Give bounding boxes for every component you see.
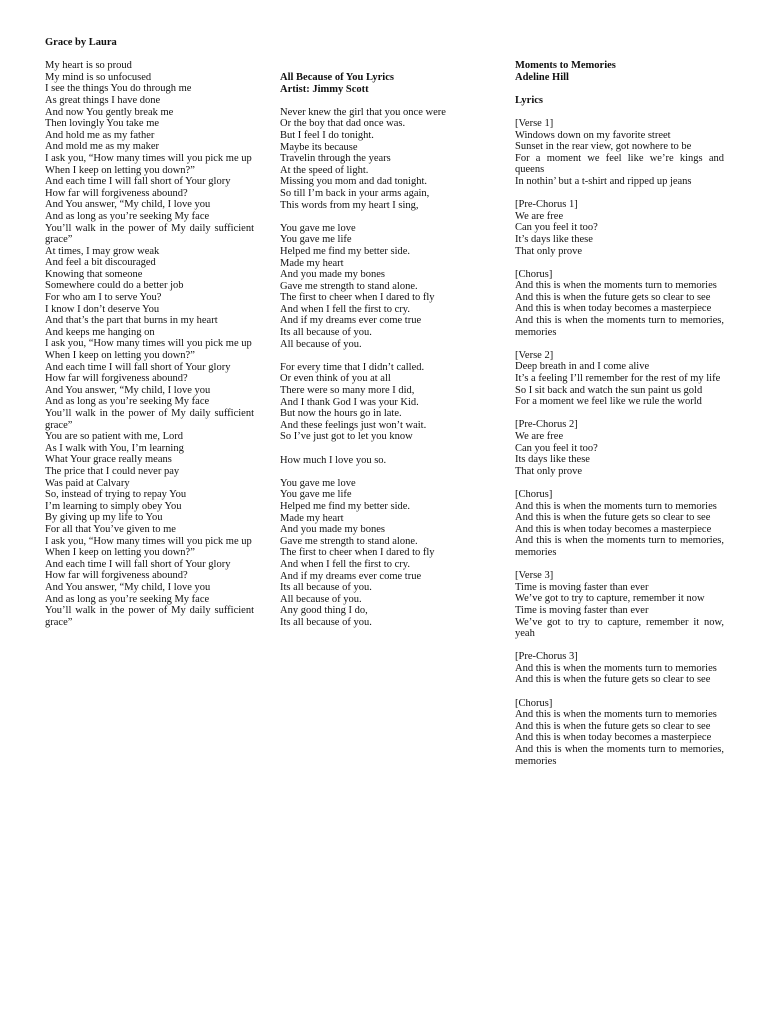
column-grace [45,37,254,628]
lyric-line: All because of you. [280,593,362,605]
lyric-line: I ask you, “How many times will you pick me up [45,152,252,164]
lyric-line: Can you feel it too? [515,442,598,454]
lyric-line: We’ve got to try to capture, remember it now, yeah [515,616,724,640]
lyric-line: And You answer, “My child, I love you [45,199,211,211]
lyric-line: I know I don’t deserve You [45,303,160,315]
lyric-line: Its all because of you. [280,616,372,628]
lyric-line: That only prove [515,245,583,257]
lyric-line: And when I fell the first to cry. [280,558,410,570]
stanza [515,199,724,257]
lyric-line: Time is moving faster than ever [515,604,649,616]
lyric-line: And these feelings just won’t wait. [280,419,427,431]
stanza [515,350,724,408]
lyric-line: So I sit back and watch the sun paint us gold [515,384,703,396]
lyric-line: Somewhere could do a better job [45,280,184,292]
lyric-line: You’ll walk in the power of My daily sufficient grace” [45,408,254,431]
lyric-line: We’ve got to try to capture, remember it now [515,593,705,605]
lyric-line: [Chorus] [515,268,553,280]
lyric-line: When I keep on letting you down?” [45,547,195,559]
stanza-gap [280,466,480,478]
lyric-line: And if my dreams ever come true [280,315,422,327]
lyric-line: Maybe its because [280,141,358,153]
lyric-line: I’m learning to simply obey You [45,500,182,512]
lyric-line: We are free [515,210,564,222]
lyric-line: It’s days like these [515,233,593,245]
lyric-line: And as long as you’re seeking My face [45,593,210,605]
lyric-line: So till I’m back in your arms again, [280,187,430,199]
lyric-line: The first to cheer when I dared to fly [280,547,435,559]
lyric-line: So I’ve just got to let you know [280,431,413,443]
lyric-line: In nothin’ but a t-shirt and ripped up jeans [515,175,692,187]
lyric-line: And I thank God I was your Kid. [280,396,419,408]
lyric-line: Travelin through the years [280,153,391,165]
lyric-line: At times, I may grow weak [45,245,160,257]
lyric-line: [Pre-Chorus 2] [515,419,578,431]
lyric-line: Or the boy that dad once was. [280,118,406,130]
stanza [515,419,724,477]
lyric-line: But I feel I do tonight. [280,129,374,141]
lyric-line: My heart is so proud [45,60,132,72]
stanza [515,118,724,188]
lyric-line: So, instead of trying to repay You [45,489,187,501]
lyrics-heading: Lyrics [515,94,543,106]
lyric-line: And this is when today becomes a masterpiece [515,732,712,744]
stanza [515,698,724,768]
lyric-line: And You answer, “My child, I love you [45,581,211,593]
lyric-line: As great things I have done [45,94,161,106]
stanza-gap [515,257,724,269]
spacer [280,95,480,107]
lyric-line: Made my heart [280,257,344,269]
lyric-line: For all that You’ve given to me [45,523,176,535]
song-title-all-because-of-you: All Because of You Lyrics [280,72,394,83]
lyric-line: Windows down on my favorite street [515,129,671,141]
lyric-line: I ask you, “How many times will you pick me up [45,535,252,547]
stanza-gap [280,211,480,223]
lyric-line: And this is when the future gets so clear to see [515,512,711,524]
lyric-line: Or even think of you at all [280,373,391,385]
lyric-line: [Verse 1] [515,117,554,129]
stanza-gap [515,640,724,652]
lyric-line: And this is when the moments turn to memories, memories [515,315,724,338]
lyric-line: And this is when the moments turn to memories [515,662,717,674]
stanza-gap [515,338,724,350]
stanza-gap [280,350,480,362]
stanza-gap [515,188,724,200]
lyrics-grace [45,60,254,628]
lyric-line: And this is when the future gets so clear to see [515,720,711,732]
lyric-line: And when I fell the first to cry. [280,303,410,315]
lyric-line: We are free [515,431,564,442]
lyric-line: The price that I could never pay [45,465,180,477]
artist-line-jimmy-scott: Artist: Jimmy Scott [280,83,369,95]
lyric-line: When I keep on letting you down?” [45,350,195,362]
lyric-line: And you made my bones [280,269,385,281]
stanza [280,223,480,351]
lyric-line: And each time I will fall short of Your glory [45,558,231,570]
lyric-line: I ask you, “How many times will you pick me up [45,338,252,350]
lyric-line: And if my dreams ever come true [280,570,422,582]
stanza [515,489,724,559]
lyric-line: [Pre-Chorus 3] [515,651,578,663]
lyric-line: As I walk with You, I’m learning [45,442,184,454]
lyric-line: Its days like these [515,454,590,466]
lyric-line: How far will forgiveness abound? [45,187,188,199]
lyric-line: All because of you. [280,338,362,350]
lyric-line: Sunset in the rear view, got nowhere to be [515,141,692,153]
stanza-gap [515,408,724,420]
lyric-line: You gave me life [280,234,352,246]
stanza-gap [280,443,480,455]
lyric-line: And keeps me hanging on [45,326,155,338]
lyric-line: And this is when the moments turn to memories, memories [515,535,724,558]
lyric-line: [Verse 3] [515,570,554,582]
lyric-line: And that’s the part that burns in my heart [45,315,218,327]
lyric-line: And hold me as my father [45,129,155,141]
lyric-line: And as long as you’re seeking My face [45,396,210,408]
stanza [515,269,724,339]
lyric-line: And now You gently break me [45,106,174,118]
lyric-line: Its all because of you. [280,327,372,339]
lyric-line: And this is when the future gets so clear to see [515,291,711,303]
lyric-line: Was paid at Calvary [45,477,130,489]
stanza [280,478,480,629]
lyric-line: You gave me love [280,477,356,489]
column-moments-to-memories [515,60,724,767]
spacer [515,83,724,95]
column-all-because-of-you [280,72,480,629]
lyric-line: Never knew the girl that you once were [280,106,446,118]
lyric-line: [Chorus] [515,697,553,709]
song-title-moments-to-memories: Moments to Memories [515,60,616,71]
lyric-line: Then lovingly You take me [45,118,160,130]
lyric-line: By giving up my life to You [45,512,163,524]
lyric-line: For a moment we feel like we’re kings and queens [515,152,724,176]
lyric-line: And each time I will fall short of Your glory [45,361,231,373]
lyric-line: [Chorus] [515,488,553,500]
lyric-line: You gave me life [280,489,352,501]
lyric-line: And this is when the future gets so clear to see [515,674,711,686]
spacer [45,49,254,61]
lyric-line: Helped me find my better side. [280,245,411,257]
lyric-line: My mind is so unfocused [45,71,152,83]
lyric-line: You are so patient with me, Lord [45,431,184,443]
lyric-line: For every time that I didn’t called. [280,361,425,373]
lyric-line: And this is when the moments turn to memories [515,709,717,721]
lyric-line: [Pre-Chorus 1] [515,199,578,211]
lyric-line: At the speed of light. [280,164,369,176]
lyric-line: For a moment we feel like we rule the world [515,396,702,408]
lyric-line: And as long as you’re seeking My face [45,210,210,222]
lyric-line: Missing you mom and dad tonight. [280,176,427,188]
stanza [515,570,724,640]
lyric-line: Deep breath in and I come alive [515,361,650,373]
lyric-line: This words from my heart I sing, [280,199,419,211]
lyric-line: How much I love you so. [280,454,387,466]
lyric-line: How far will forgiveness abound? [45,373,188,385]
lyric-line: And this is when the moments turn to memories [515,280,717,292]
lyric-line: Gave me strength to stand alone. [280,280,418,292]
lyric-line: Gave me strength to stand alone. [280,535,418,547]
lyric-line: And this is when today becomes a masterpiece [515,303,712,315]
lyric-line: You’ll walk in the power of My daily sufficient grace” [45,605,254,628]
lyrics-all-because-of-you [280,107,480,629]
lyric-line: And this is when today becomes a masterpiece [515,523,712,535]
lyric-line: Any good thing I do, [280,605,368,617]
stanza-gap [515,559,724,571]
lyric-line: I see the things You do through me [45,83,192,95]
lyric-line: Helped me find my better side. [280,500,411,512]
lyric-line: When I keep on letting you down?” [45,164,195,176]
lyric-line: Its all because of you. [280,582,372,594]
lyric-line: You’ll walk in the power of My daily sufficient grace” [45,222,254,246]
lyric-line: But now the hours go in late. [280,408,402,420]
artist-line-adeline-hill: Adeline Hill [515,71,569,83]
lyric-line: And this is when the moments turn to memories [515,500,717,512]
lyric-line: And You answer, “My child, I love you [45,384,211,396]
lyric-line: For who am I to serve You? [45,292,162,304]
lyric-line: What Your grace really means [45,454,172,466]
lyric-line: Time is moving faster than ever [515,581,649,593]
lyric-line: And mold me as my maker [45,141,160,153]
lyric-line: And each time I will fall short of Your glory [45,176,231,188]
lyric-line: You gave me love [280,222,356,234]
lyric-line: And you made my bones [280,524,385,536]
lyric-line: That only prove [515,465,583,477]
lyric-line: The first to cheer when I dared to fly [280,292,435,304]
lyric-line: How far will forgiveness abound? [45,570,188,582]
lyric-line: [Verse 2] [515,349,554,361]
lyric-line: Knowing that someone [45,268,143,280]
stanza [280,107,480,211]
lyrics-moments-to-memories [515,118,724,767]
stanza [280,362,480,443]
lyric-line: It’s a feeling I’ll remember for the rest of my life [515,373,721,385]
lyric-line: And this is when the moments turn to memories, memories [515,744,724,767]
lyric-line: And feel a bit discouraged [45,257,156,269]
stanza [280,455,480,467]
stanza [515,651,724,686]
lyric-line: There were so many more I did, [280,385,415,397]
lyric-line: Made my heart [280,512,344,524]
stanza-gap [515,686,724,698]
song-title-grace: Grace by Laura [45,37,117,48]
lyric-line: Can you feel it too? [515,222,598,234]
stanza-gap [515,477,724,489]
spacer [515,106,724,118]
